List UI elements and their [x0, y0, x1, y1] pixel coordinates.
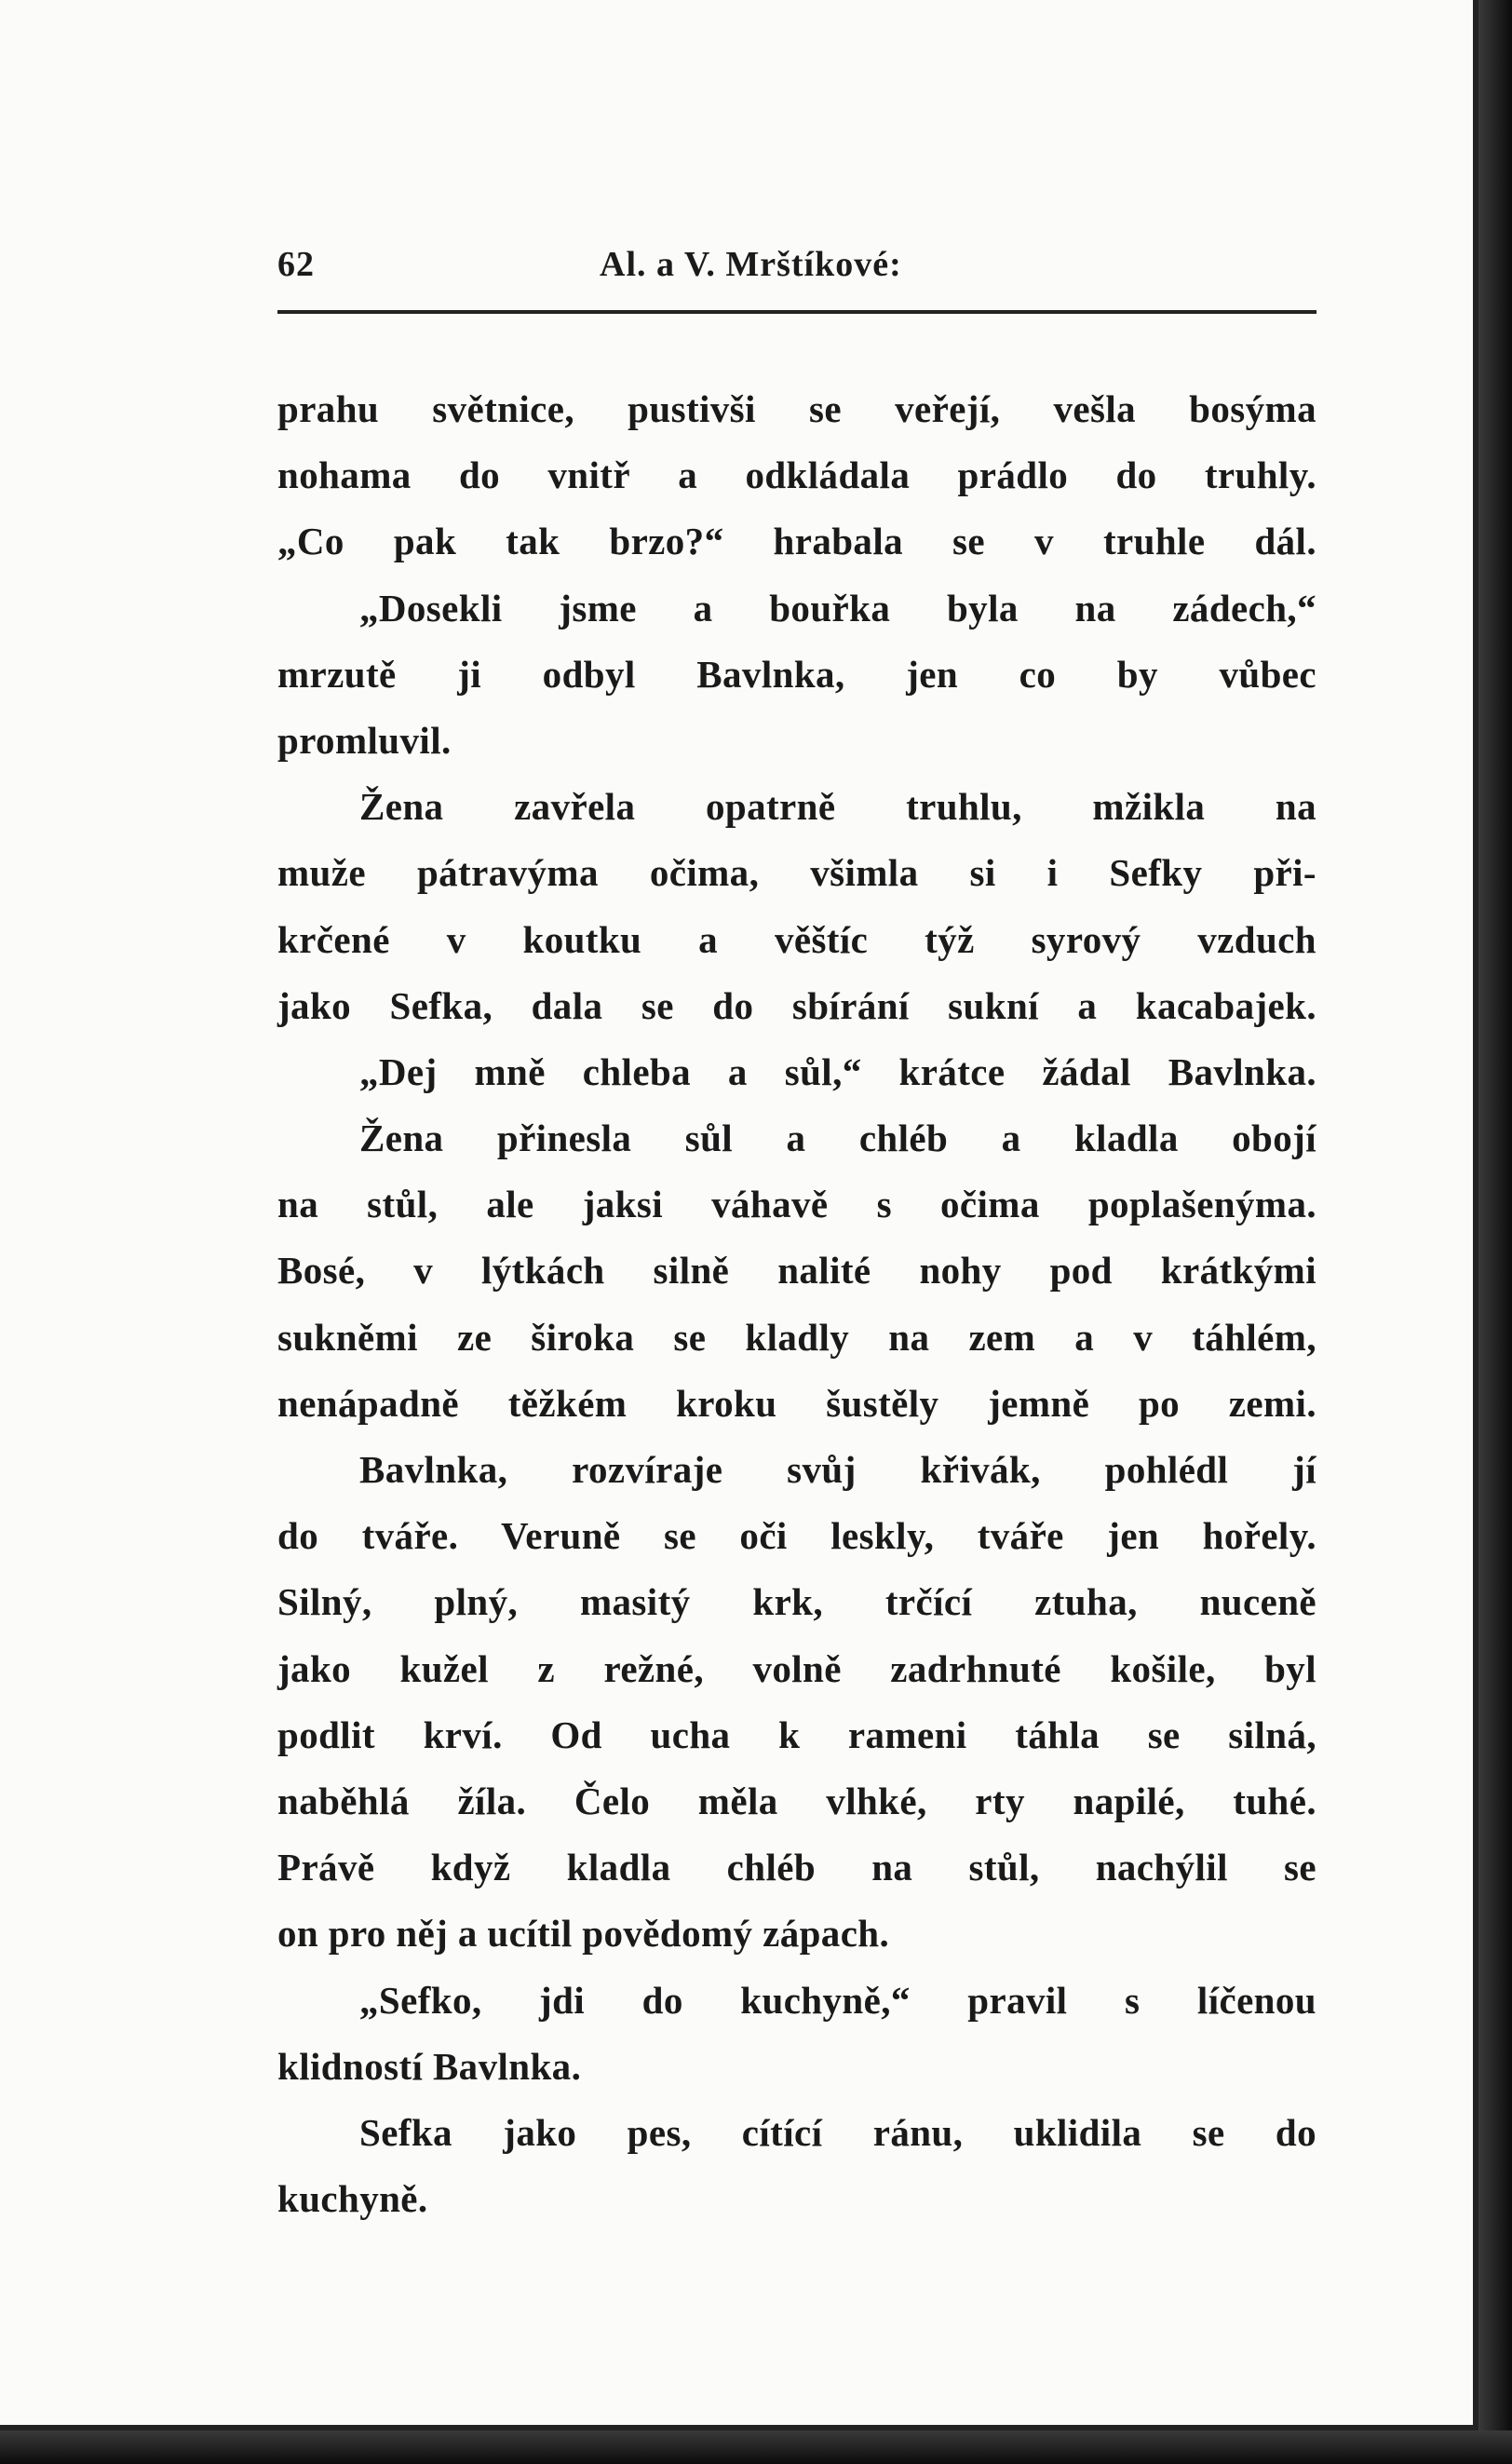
- text-line: „Co pak tak brzo?“ hrabala se v truhle dál.: [277, 520, 1316, 563]
- text-line: Bosé, v lýtkách silně nalité nohy pod krátkými: [277, 1249, 1316, 1293]
- text-line: podlit krví. Od ucha k rameni táhla se silná,: [277, 1713, 1316, 1756]
- text-line: Žena zavřela opatrně truhlu, mžikla na: [359, 785, 1316, 829]
- text-line: Sefka jako pes, cítící ránu, uklidila se do: [359, 2110, 1316, 2154]
- header-rule: [277, 310, 1316, 314]
- text-line: sukněmi ze široka se kladly na zem a v táhlém,: [277, 1315, 1316, 1359]
- text-line: kuchyně.: [277, 2177, 428, 2221]
- running-head: Al. a V. Mrštíkové:: [600, 245, 902, 284]
- scan-edge-right: [1478, 0, 1512, 2464]
- page-number: 62: [277, 245, 315, 284]
- text-line: nohama do vnitř a odkládala prádlo do truhly.: [277, 454, 1316, 497]
- text-line: prahu světnice, pustivši se veřejí, vešla bosýma: [277, 387, 1316, 430]
- text-line: „Dosekli jsme a bouřka byla na zádech,“: [359, 586, 1316, 630]
- text-line: naběhlá žíla. Čelo měla vlhké, rty napilé, tuhé.: [277, 1779, 1316, 1822]
- text-line: jako kužel z režné, volně zadrhnuté košile, byl: [277, 1646, 1316, 1690]
- scan-edge-bottom: [0, 2430, 1512, 2464]
- text-line: do tváře. Veruně se oči leskly, tváře jen hořely.: [277, 1514, 1316, 1558]
- text-line: on pro něj a ucítil povědomý zápach.: [277, 1912, 890, 1956]
- text-line: na stůl, ale jaksi váhavě s očima poplašenýma.: [277, 1183, 1316, 1226]
- text-line: nenápadně těžkém kroku šustěly jemně po zemi.: [277, 1381, 1316, 1425]
- text-line: Žena přinesla sůl a chléb a kladla obojí: [359, 1117, 1316, 1160]
- text-line: krčené v koutku a věštíc týž syrový vzduch: [277, 917, 1316, 961]
- text-line: mrzutě ji odbyl Bavlnka, jen co by vůbec: [277, 652, 1316, 696]
- text-line: klidností Bavlnka.: [277, 2044, 582, 2088]
- text-line: Bavlnka, rozvíraje svůj křivák, pohlédl jí: [359, 1448, 1316, 1491]
- text-line: muže pátravýma očima, všimla si i Sefky při-: [277, 851, 1316, 895]
- text-line: promluvil.: [277, 718, 452, 762]
- page-header: [277, 244, 1316, 292]
- body-text: [277, 376, 1316, 2232]
- text-line: „Dej mně chleba a sůl,“ krátce žádal Bavlnka.: [359, 1049, 1316, 1093]
- text-line: jako Sefka, dala se do sbírání sukní a kacabajek.: [277, 983, 1316, 1027]
- text-line: Právě když kladla chléb na stůl, nachýlil se: [277, 1846, 1316, 1889]
- text-line: Silný, plný, masitý krk, trčící ztuha, nuceně: [277, 1580, 1316, 1624]
- text-line: „Sefko, jdi do kuchyně,“ pravil s líčenou: [359, 1978, 1316, 2022]
